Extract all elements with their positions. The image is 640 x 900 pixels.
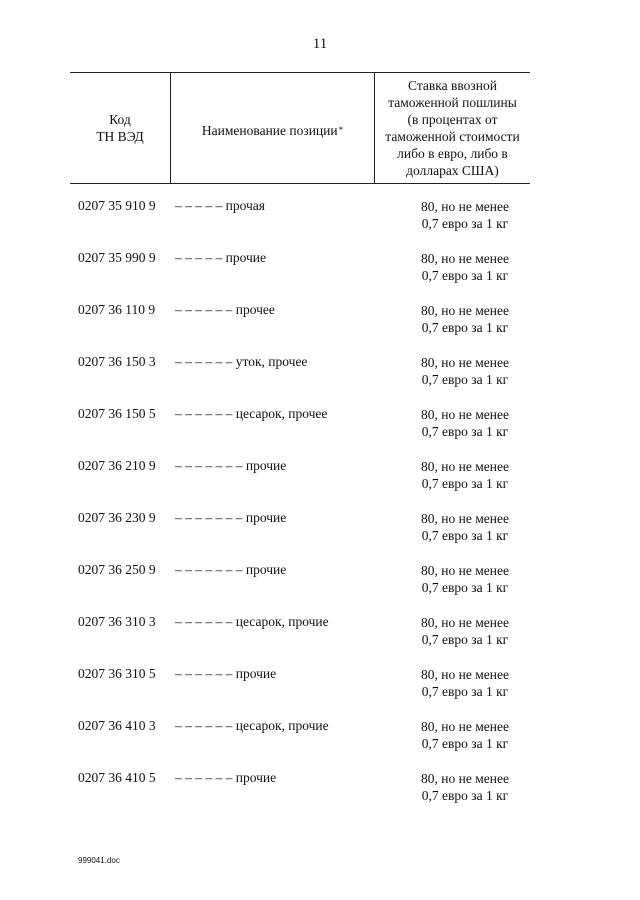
row-name: – – – – – – – прочие <box>175 562 287 577</box>
row-rate <box>380 614 550 648</box>
row-rate-line2: 0,7 евро за 1 кг <box>421 788 509 803</box>
row-rate <box>380 562 550 596</box>
row-rate <box>380 770 550 804</box>
row-rate-line2: 0,7 евро за 1 кг <box>421 684 509 699</box>
row-name: – – – – – – цесарок, прочие <box>175 718 329 733</box>
table-row <box>0 458 640 510</box>
row-rate-line1: 80, но не менее <box>421 251 509 266</box>
header-name <box>170 73 375 183</box>
row-rate <box>380 666 550 700</box>
row-code: 0207 36 310 3 <box>78 614 156 629</box>
table-row <box>0 562 640 614</box>
row-name: – – – – – прочие <box>175 250 267 265</box>
row-code: 0207 36 150 5 <box>78 406 156 421</box>
row-rate-line2: 0,7 евро за 1 кг <box>421 372 509 387</box>
row-rate-line1: 80, но не менее <box>421 303 509 318</box>
table-row <box>0 354 640 406</box>
row-rate-line1: 80, но не менее <box>421 719 509 734</box>
table-row <box>0 406 640 458</box>
table-row <box>0 770 640 822</box>
row-code: 0207 36 150 3 <box>78 354 156 369</box>
row-rate <box>380 510 550 544</box>
row-rate <box>380 458 550 492</box>
row-rate-line1: 80, но не менее <box>421 511 509 526</box>
table-row <box>0 198 640 250</box>
tariff-rows <box>0 198 640 822</box>
row-code: 0207 36 410 3 <box>78 718 156 733</box>
table-row <box>0 614 640 666</box>
table-row <box>0 250 640 302</box>
row-rate-line2: 0,7 евро за 1 кг <box>421 476 509 491</box>
header-name-label: Наименование позиции <box>201 122 338 138</box>
row-code: 0207 36 210 9 <box>78 458 156 473</box>
table-row <box>0 510 640 562</box>
row-rate-line1: 80, но не менее <box>421 667 509 682</box>
row-rate-line1: 80, но не менее <box>421 771 509 786</box>
row-rate-line2: 0,7 евро за 1 кг <box>421 736 509 751</box>
row-rate-line2: 0,7 евро за 1 кг <box>421 320 509 335</box>
row-rate-line2: 0,7 евро за 1 кг <box>421 528 509 543</box>
row-rate-line1: 80, но не менее <box>421 459 509 474</box>
row-rate-line1: 80, но не менее <box>421 407 509 422</box>
row-code: 0207 36 110 9 <box>78 302 156 317</box>
header-rate: Ставка ввозной таможенной пошлины (в процентах от таможенной стоимости либо в евро, либо в долларах США) <box>385 78 520 178</box>
row-code: 0207 35 910 9 <box>78 198 156 213</box>
table-header <box>70 72 530 184</box>
row-rate-line2: 0,7 евро за 1 кг <box>421 580 509 595</box>
row-name: – – – – – – – прочие <box>175 510 287 525</box>
row-code: 0207 36 410 5 <box>78 770 156 785</box>
row-rate <box>380 354 550 388</box>
row-name: – – – – – – – прочие <box>175 458 287 473</box>
row-name: – – – – – – прочие <box>175 666 277 681</box>
row-rate-line1: 80, но не менее <box>421 355 509 370</box>
row-name: – – – – – – прочее <box>175 302 275 317</box>
row-rate-line2: 0,7 евро за 1 кг <box>421 424 509 439</box>
table-row <box>0 718 640 770</box>
row-rate-line2: 0,7 евро за 1 кг <box>421 632 509 647</box>
row-rate <box>380 302 550 336</box>
file-name-footer: 999041.doc <box>78 856 120 865</box>
header-name-footnote-mark: * <box>338 124 344 135</box>
row-code: 0207 36 310 5 <box>78 666 156 681</box>
row-code: 0207 36 230 9 <box>78 510 156 525</box>
row-rate <box>380 406 550 440</box>
row-code: 0207 36 250 9 <box>78 562 156 577</box>
row-rate-line2: 0,7 евро за 1 кг <box>421 216 509 231</box>
row-rate <box>380 250 550 284</box>
row-name: – – – – – – прочие <box>175 770 277 785</box>
row-rate-line1: 80, но не менее <box>421 563 509 578</box>
row-rate <box>380 198 550 232</box>
row-code: 0207 35 990 9 <box>78 250 156 265</box>
page-number: 11 <box>312 36 328 52</box>
row-name: – – – – – прочая <box>175 198 265 213</box>
row-name: – – – – – – уток, прочее <box>175 354 308 369</box>
row-name: – – – – – – цесарок, прочее <box>175 406 328 421</box>
row-name: – – – – – – цесарок, прочие <box>175 614 329 629</box>
row-rate <box>380 718 550 752</box>
table-row <box>0 302 640 354</box>
row-rate-line2: 0,7 евро за 1 кг <box>421 268 509 283</box>
row-rate-line1: 80, но не менее <box>421 615 509 630</box>
row-rate-line1: 80, но не менее <box>421 199 509 214</box>
table-row <box>0 666 640 718</box>
header-code: Код ТН ВЭД <box>96 112 144 144</box>
